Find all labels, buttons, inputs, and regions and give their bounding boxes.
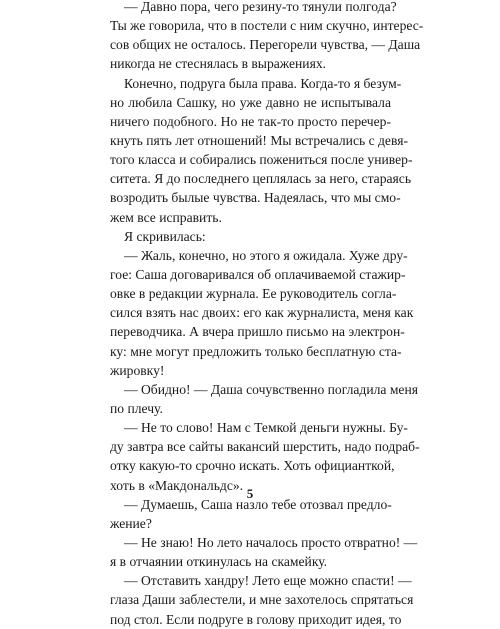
text-line: — Отставить хандру! Лето еще можно спасти! — <box>124 573 412 589</box>
text-line: хоть в «Макдональдс». <box>110 477 244 493</box>
text-line: Я скривилась: <box>124 228 206 244</box>
text-line: — Не знаю! Но лето началось просто отвратно! — <box>124 534 418 550</box>
text-line: ку: мне могут предложить только бесплатную ста- <box>110 343 402 359</box>
text-line: — Не то слово! Нам с Темкой деньги нужны. Бу- <box>124 420 408 436</box>
text-line: под стол. Если подруге в голову приходит идея, то <box>110 611 402 627</box>
text-line: ситета. Я до последнего цеплялась за него, стараясь <box>110 171 412 187</box>
text-line: Ты же говорила, что в постели с ним скучно, интерес- <box>110 18 424 34</box>
text-line: глаза Даши заблестели, и мне захотелось спрятаться <box>110 592 414 608</box>
page-number: 5 <box>246 486 254 501</box>
text-line: сов общих не осталось. Перегорели чувства, — Даша <box>110 37 421 53</box>
text-line: переводчика. А вчера пришло письмо на электрон- <box>110 324 405 340</box>
text-line: — Обидно! — Даша сочувственно погладила меня <box>124 381 418 397</box>
text-line: — Думаешь, Саша назло тебе отозвал предло- <box>124 496 392 512</box>
text-line: овке в редакции журнала. Ее руководитель согла- <box>110 286 397 302</box>
text-line: жем все исправить. <box>110 209 222 225</box>
text-line: отку какую-то срочно искать. Хоть официанткой, <box>110 458 395 474</box>
text-line: но любила Сашку, но уже давно не испытывала <box>110 94 391 110</box>
text-line: Конечно, подруга была права. Когда-то я безум- <box>124 75 402 91</box>
text-line: — Давно пора, чего резину-то тянули полгода? <box>124 0 397 14</box>
text-line: ничего подобного. Но не так-то просто перечер- <box>110 113 391 129</box>
text-line: ду завтра все сайты вакансий шерстить, надо подраб- <box>110 439 420 455</box>
text-line: возродить былые чувства. Надеялась, что мы смо- <box>110 190 401 206</box>
text-line: жение? <box>110 515 152 531</box>
text-line: сился взять нас двоих: его как журналиста, меня как <box>110 305 414 321</box>
body-text <box>110 0 424 629</box>
text-line: кнуть пять лет отношений! Мы встречались с девя- <box>110 132 408 148</box>
text-line: по плечу. <box>110 400 163 416</box>
text-line: гое: Саша договаривался об оплачиваемой стажир- <box>110 266 406 282</box>
text-line: того класса и собирались пожениться после универ- <box>110 152 413 168</box>
text-line: я в отчаянии откинулась на скамейку. <box>110 554 328 570</box>
text-line: — Жаль, конечно, но этого я ожидала. Хуже дру- <box>124 247 408 263</box>
text-line: жировку! <box>110 362 165 378</box>
text-line: никогда не стеснялась в выражениях. <box>110 56 327 72</box>
